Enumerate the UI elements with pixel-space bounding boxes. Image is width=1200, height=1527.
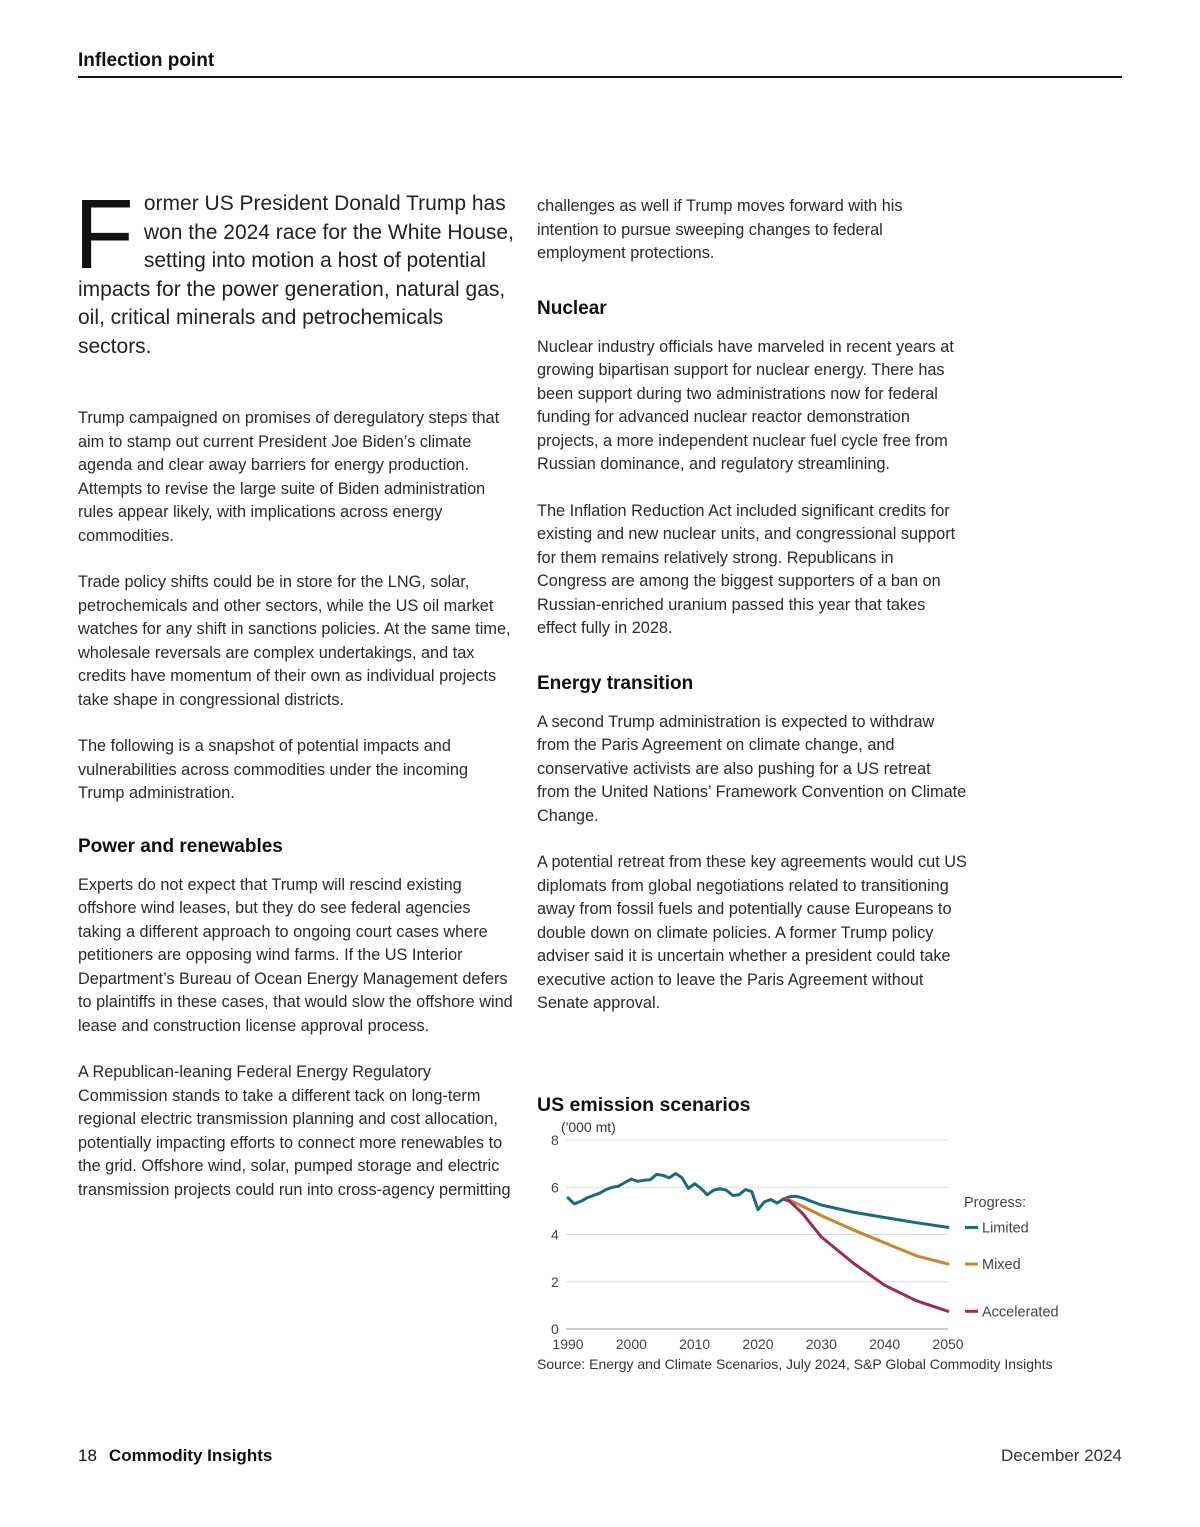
left-column — [74, 179, 518, 1202]
footer-left — [78, 1446, 272, 1466]
header-rule — [78, 76, 1122, 78]
x-tick-label: 2050 — [932, 1336, 964, 1352]
right-column — [537, 195, 967, 1016]
y-axis-unit-label: ('000 mt) — [561, 1119, 616, 1135]
y-tick-label: 4 — [551, 1226, 559, 1243]
legend-label-mixed: Mixed — [982, 1257, 1021, 1274]
x-tick-label: 2020 — [742, 1336, 774, 1352]
x-tick-label: 1990 — [552, 1336, 584, 1352]
legend-label-limited: Limited — [982, 1220, 1029, 1237]
footer-brand: Commodity Insights — [108, 1446, 273, 1465]
body-paragraph: Trade policy shifts could be in store for the LNG, solar, petrochemicals and other sectors, while the US oil market watches for any shift in sanctions policies. At the same time, wholesale reversals are complex undertakings, and tax credits have momentum of their own as individual projects take shape in congressional districts. — [78, 573, 511, 709]
legend-label-accelerated: Accelerated — [982, 1304, 1059, 1321]
y-tick-label: 0 — [551, 1321, 559, 1337]
chart-source: Source: Energy and Climate Scenarios, July 2024, S&P Global Commodity Insights — [537, 1356, 1053, 1372]
chart-title: US emission scenarios — [537, 1094, 751, 1116]
body-paragraph: Experts do not expect that Trump will rescind existing offshore wind leases, but they do see federal agencies taking a different approach to ongoing court cases where petitioners are opposing wind farms. If the US Interior Department’s Bureau of Ocean Energy Management defers to plaintiffs in these cases, that would slow the offshore wind lease and construction license approval process. — [78, 875, 513, 1035]
body-paragraph: challenges as well if Trump moves forward with his intention to pursue sweeping changes to federal employment protections. — [537, 197, 903, 262]
lede-paragraph — [74, 179, 518, 361]
body-paragraph: Trump campaigned on promises of deregulatory steps that aim to stamp out current President Joe Biden’s climate agenda and clear away barriers for energy production. Attempts to revise the large suite of Biden administration rules appear likely, with implications across energy commodities. — [78, 409, 500, 545]
section-title: Inflection point — [78, 50, 215, 71]
legend-title: Progress: — [964, 1195, 1027, 1211]
body-paragraph: A second Trump administration is expected to withdraw from the Paris Agreement on climate change, and conservative activists are also pushing for a US retreat from the United Nations’ Framework Convention on Climate Change. — [537, 712, 967, 825]
page-number: 18 — [78, 1446, 97, 1465]
x-tick-label: 2030 — [805, 1336, 837, 1352]
lede-text: ormer US President Donald Trump has won the 2024 race for the White House, setting into motion a host of potential impacts for the power generation, natural gas, oil, critical minerals and petrochemicals sectors. — [78, 192, 514, 358]
body-paragraph: The Inflation Reduction Act included significant credits for existing and new nuclear units, and congressional support for them remains relatively strong. Republicans in Congress are among the biggest supporters of a ban on Russian-enriched uranium passed this year that takes effect fully in 2028. — [537, 501, 956, 637]
body-paragraph: The following is a snapshot of potential impacts and vulnerabilities across commodities under the incoming Trump administration. — [78, 737, 469, 802]
series-line-mixed — [783, 1199, 948, 1264]
y-tick-label: 8 — [551, 1132, 559, 1148]
x-tick-label: 2000 — [615, 1336, 647, 1352]
heading-nuclear: Nuclear — [537, 297, 607, 319]
x-tick-label: 2040 — [869, 1336, 901, 1352]
heading-energy-transition: Energy transition — [537, 672, 694, 694]
emissions-chart — [530, 1110, 1090, 1355]
y-tick-label: 6 — [551, 1179, 559, 1196]
x-tick-label: 2010 — [679, 1336, 711, 1352]
dropcap: F — [74, 179, 134, 289]
series-line-accelerated — [783, 1199, 948, 1311]
series-line-limited — [568, 1174, 948, 1228]
heading-power-renewables: Power and renewables — [78, 835, 283, 857]
body-paragraph: A potential retreat from these key agreements would cut US diplomats from global negotiations related to transitioning away from fossil fuels and potentially cause Europeans to double down on climate policies. A former Trump policy adviser said it is uncertain whether a president could take executive action to leave the Paris Agreement without Senate approval. — [537, 853, 967, 1012]
body-paragraph: A Republican-leaning Federal Energy Regulatory Commission stands to take a different tack on long-term regional electric transmission planning and cost allocation, potentially impacting efforts to connect more renewables to the grid. Offshore wind, solar, pumped storage and electric transmission projects could run into cross-agency permitting — [78, 1063, 511, 1199]
body-paragraph: Nuclear industry officials have marveled in recent years at growing bipartisan support for nuclear energy. There has been support during two administrations now for federal funding for advanced nuclear reactor demonstration projects, a more independent nuclear fuel cycle free from Russian dominance, and regulatory streamlining. — [537, 337, 954, 473]
y-tick-label: 2 — [551, 1273, 559, 1290]
footer-date: December 2024 — [1001, 1446, 1122, 1465]
